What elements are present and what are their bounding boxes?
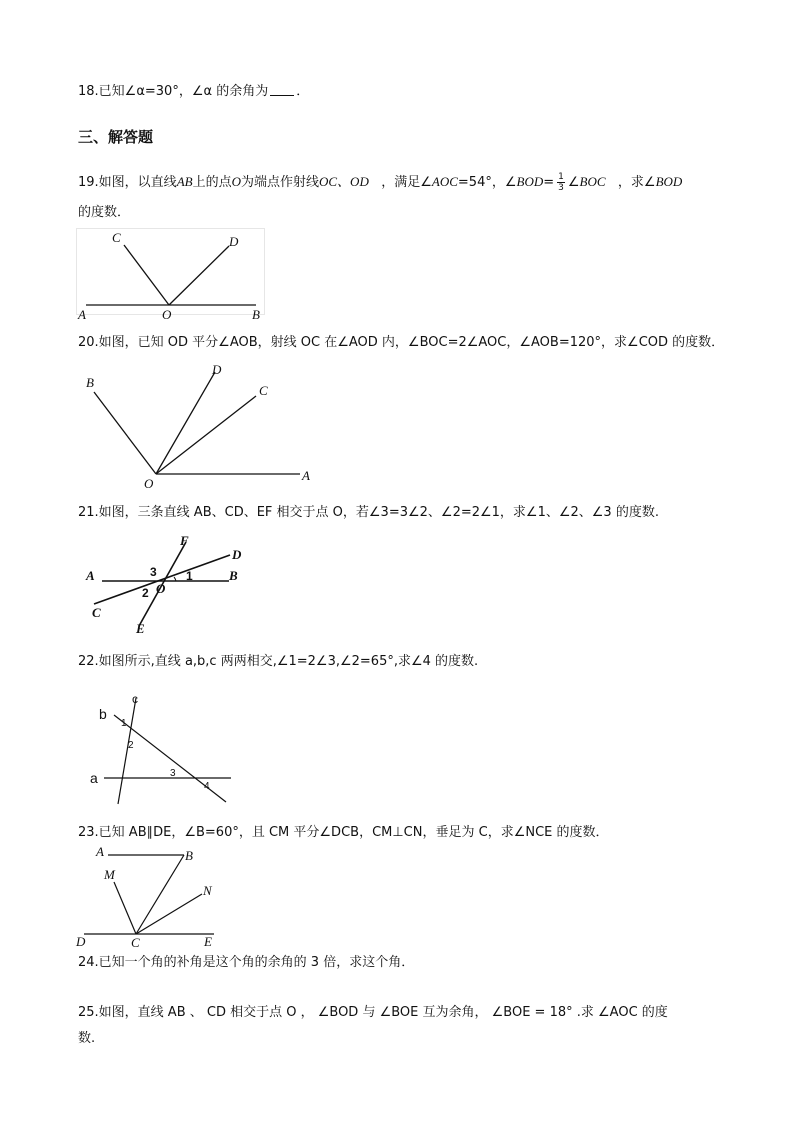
label-b: B (252, 307, 260, 322)
ray-od (156, 372, 215, 474)
label-d: D (232, 547, 242, 562)
line-c (118, 698, 136, 804)
ray-od (169, 246, 229, 305)
fraction-one-third (557, 172, 565, 193)
question-21: 21.如图，三条直线 AB、CD、EF 相交于点 O，若∠3=3∠2、∠2=2∠1，求∠1、∠2、∠3 的度数. (78, 505, 659, 520)
q19-text-part: ，求∠ (617, 175, 656, 190)
q19-text-part: ，满足∠ (381, 175, 432, 190)
label-a: A (86, 568, 95, 583)
q19-var-ab: AB (176, 174, 193, 189)
angle-3-label: 3 (150, 565, 157, 579)
label-o: O (144, 476, 154, 491)
question-23: 23.已知 AB∥DE，∠B=60°，且 CM 平分∠DCB，CM⊥CN，垂足为 C，求∠NCE 的度数． (78, 825, 609, 840)
line-cd (94, 555, 230, 604)
q19-text-part: ∠ (567, 175, 580, 190)
q18-text: 18.已知∠α=30°，∠α 的余角为 (78, 84, 269, 99)
label-a: A (96, 844, 104, 859)
angle-4-label: 4 (204, 781, 210, 792)
label-c: C (112, 230, 121, 245)
label-a: A (302, 468, 310, 483)
answer-blank (270, 84, 294, 96)
label-b: B (229, 568, 238, 583)
q20-figure (78, 360, 328, 490)
q19-text-part: 19.如图，以直线 (78, 175, 177, 190)
question-22: 22.如图所示,直线 a,b,c 两两相交,∠1=2∠3,∠2=65°,求∠4 的度数. (78, 654, 479, 669)
angle-1-label: 1 (121, 718, 127, 729)
question-18 (78, 84, 309, 98)
q19-var-bod: BOD (516, 174, 544, 189)
ray-cn (136, 894, 202, 934)
q23-figure (74, 844, 234, 954)
fraction-denominator: 3 (558, 183, 564, 193)
q19-text-part: 上的点 (192, 175, 232, 190)
label-c: C (259, 383, 268, 398)
q21-figure (84, 533, 254, 636)
ray-cm (114, 882, 136, 934)
label-d: D (229, 234, 239, 249)
angle-3-label: 3 (170, 768, 176, 779)
label-a: A (78, 307, 86, 322)
label-o: O (156, 581, 166, 596)
section-title: 三、解答题 (78, 128, 154, 146)
angle-2-label: 2 (142, 586, 149, 600)
q19-var-oc-od: OC、OD (319, 174, 369, 189)
fraction-numerator: 1 (558, 172, 564, 182)
label-e: E (136, 621, 145, 636)
q19-text-part: = (543, 175, 555, 190)
question-25-line-1: 25.如图，直线 AB 、 CD 相交于点 O ， ∠BOD 与 ∠BOE 互为余角， ∠BOE = 18° .求 ∠AOC 的度 (78, 1005, 668, 1020)
ray-oc (156, 396, 256, 474)
q19-var-boc: BOC (579, 174, 606, 189)
label-o: O (162, 307, 172, 322)
angle-1-label: 1 (186, 569, 193, 583)
label-f: F (180, 533, 189, 548)
label-d: D (76, 934, 86, 949)
q19-text-part: 为端点作射线 (240, 175, 319, 190)
label-b: b (99, 706, 107, 722)
angle-2-label: 2 (128, 740, 134, 751)
q19-var-aoc: AOC (431, 174, 458, 189)
ray-oc (124, 245, 169, 305)
segment-cb (136, 855, 184, 934)
question-25-line-2: 数. (78, 1031, 96, 1046)
question-19-line-2: 的度数． (78, 205, 131, 220)
q19-var-o: O (231, 174, 241, 189)
q19-text-part: =54°，∠ (457, 175, 517, 190)
label-n: N (203, 883, 212, 898)
q19-var-bod: BOD (655, 174, 683, 189)
q19-figure (76, 228, 268, 324)
question-24: 24.已知一个角的补角是这个角的余角的 3 倍，求这个角． (78, 955, 415, 970)
label-m: M (104, 867, 115, 882)
question-20: 20.如图，已知 OD 平分∠AOB，射线 OC 在∠AOD 内，∠BOC=2∠AOC，∠AOB=120°，求∠COD 的度数． (78, 335, 725, 350)
question-19-line-1 (78, 172, 682, 193)
label-d: D (212, 362, 222, 377)
label-c: C (92, 605, 101, 620)
label-c: C (131, 935, 140, 950)
label-b: B (185, 848, 193, 863)
ray-ob (94, 392, 156, 474)
label-b: B (86, 375, 94, 390)
label-e: E (204, 934, 212, 949)
label-c: c (132, 692, 138, 706)
q22-figure (86, 692, 246, 808)
label-a: a (90, 770, 98, 786)
q18-end: ． (296, 84, 310, 99)
